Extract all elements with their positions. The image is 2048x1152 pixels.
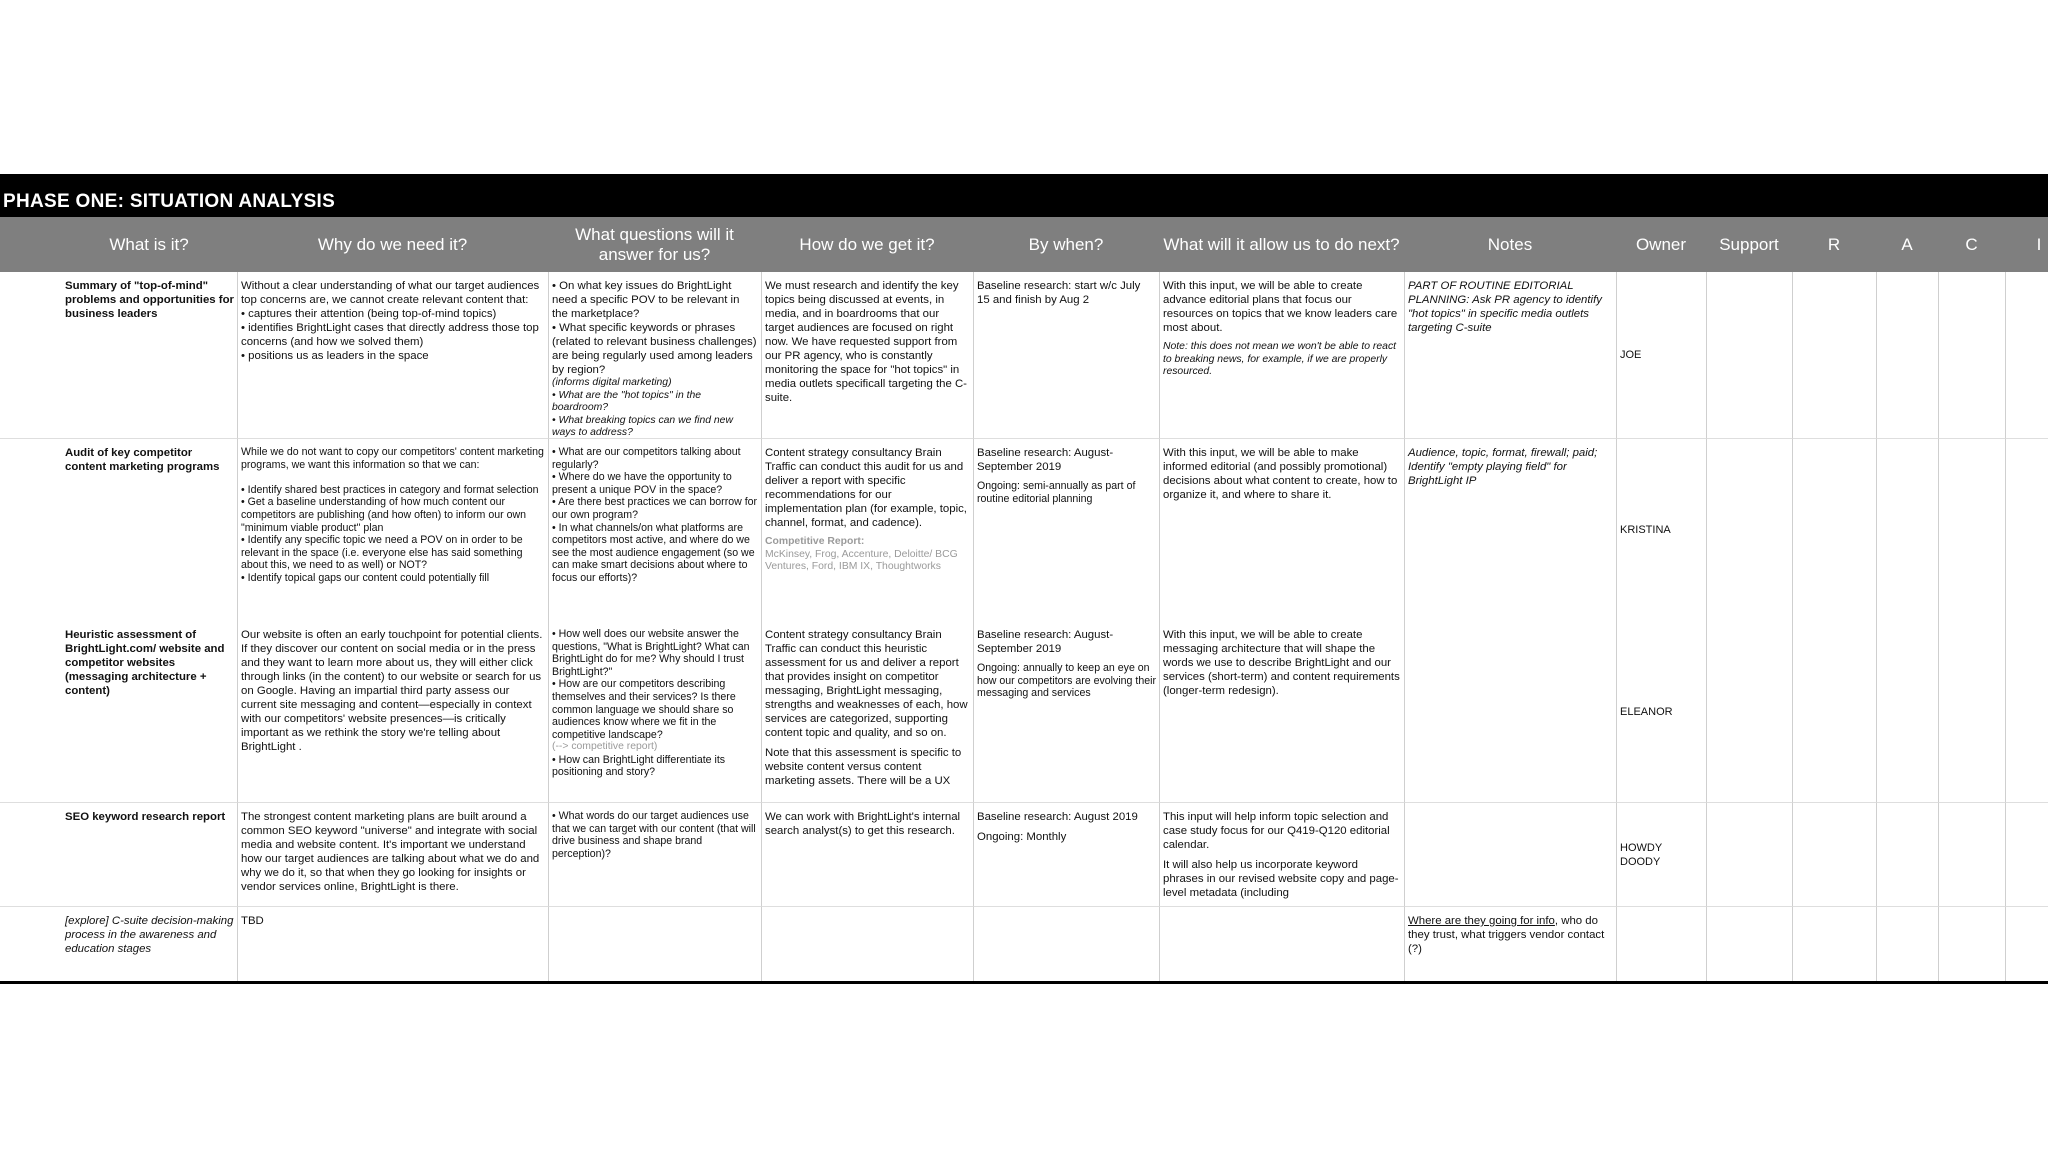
row-item-title: [explore] C-suite decision-making process in the awareness and education stages: [65, 915, 234, 955]
row-r: [1792, 621, 1876, 803]
row-how-report: [765, 536, 970, 574]
row-c: [1938, 907, 2005, 981]
row-item-title: Heuristic assessment of BrightLight.com/ website and competitor websites (messaging architecture + content): [61, 621, 237, 803]
header-a: A: [1901, 234, 1913, 254]
row-r: [1792, 272, 1876, 439]
row-notes-cell: [1404, 907, 1616, 981]
header-notes: Notes: [1487, 234, 1533, 254]
header-owner: Owner: [1635, 234, 1687, 254]
row-i: [2005, 621, 2048, 803]
header-support: Support: [1719, 234, 1779, 254]
row-why-cell: [237, 907, 548, 981]
row-a: [1876, 621, 1938, 803]
row-how-text: We must research and identify the key topics being discussed at events, in media, and in boardrooms that our target audiences are focused on right now. We have requested support from our PR agency, who is constantly monitoring the space for "hot topics" in media outlets specificall targeting the C-suite.: [765, 280, 967, 404]
row-how-cell: [761, 907, 973, 981]
row-when-cell: [973, 272, 1159, 439]
row-c: [1938, 621, 2005, 803]
row-support: [1706, 272, 1792, 439]
row-when-ongoing: Ongoing: annually to keep an eye on how our competitors are evolving their messaging and services: [977, 662, 1157, 700]
row-r: [1792, 907, 1876, 981]
header-gutter: [0, 217, 61, 272]
row-why-cell: [237, 803, 548, 907]
row-i: [2005, 803, 2048, 907]
row-item-title: Summary of "top-of-mind" problems and opportunities for business leaders: [61, 272, 237, 439]
sheet-title: PHASE ONE: SITUATION ANALYSIS: [0, 174, 2048, 217]
row-how-cell: [761, 272, 973, 439]
row-questions-tail: • How can BrightLight differentiate its positioning and story?: [552, 753, 726, 779]
row-when-cell: [973, 907, 1159, 981]
row-item-title: Audit of key competitor content marketing programs: [65, 447, 220, 473]
row-how-report-label: Competitive Report:: [765, 536, 865, 547]
row-notes-text: [1408, 914, 1613, 956]
row-gutter: [0, 907, 61, 981]
row-how-cell: [761, 803, 973, 907]
row-how-text: We can work with BrightLight's internal search analyst(s) to get this research.: [765, 811, 961, 837]
row-a: [1876, 907, 1938, 981]
row-questions-text: • How well does our website answer the questions, "What is BrightLight? What can BrightLight do for me? Why should I trust BrightLight?" • How are our competitors describing themselves and their services? Is there common language we should share so audiences know where we fit in the competitive landscape?: [552, 628, 750, 741]
row-questions-text: • What words do our target audiences use that we can target with our content (that will drive business and shape brand perception)?: [552, 810, 756, 860]
row-owner: [1616, 907, 1706, 981]
row-questions-cell: [548, 621, 761, 803]
row-how-text: Content strategy consultancy Brain Traffic can conduct this audit for us and deliver a report with specific recommendations for our implementation plan (for example, topic, channel, format, and cadence).: [765, 447, 967, 529]
row-why-cell: [237, 621, 548, 803]
row-when-text: Baseline research: August-September 2019: [977, 629, 1114, 655]
row-when-ongoing: Ongoing: semi-annually as part of routine editorial planning: [977, 480, 1136, 505]
header-how: How do we get it?: [799, 234, 935, 254]
row-how-note: Note that this assessment is specific to website content versus content marketing assets. There will be a UX: [765, 747, 962, 787]
header-next: What will it allow us to do next?: [1163, 234, 1400, 254]
row-why-text: The strongest content marketing plans are built around a common SEO keyword "universe" and integrate with social media and website content. It's important we understand how our target audiences are talking about what we do and why we do it, so that when they go looking for insights or vendor services online, BrightLight is there.: [241, 811, 540, 893]
row-when-text: Baseline research: August-September 2019: [977, 447, 1114, 473]
situation-table: [0, 272, 2048, 984]
row-why-text: Our website is often an early touchpoint for potential clients. If they discover our content on social media or in the press and they want to learn more about us, they will either click through links (in the content) to our website or search for us on Google. Having an impartial third party assess our current site messaging and content—especially in context with our competitors' website presences—is critically important as we rethink the story we're telling about BrightLight .: [241, 629, 543, 753]
header-c: C: [1965, 234, 1978, 254]
row-next-text: With this input, we will be able to create advance editorial plans that focus our resources on topics that we know leaders care most about.: [1163, 280, 1398, 334]
row-c: [1938, 803, 2005, 907]
row-questions-cell: [548, 803, 761, 907]
row-next-text: With this input, we will be able to create messaging architecture that will shape the words we use to describe BrightLight and our services (short-term) and content requirements (longer-term redesign).: [1163, 629, 1400, 697]
header-questions: What questions will it answer for us?: [575, 224, 734, 264]
row-questions-cell: [548, 272, 761, 439]
row-how-cell: [761, 439, 973, 621]
row-i: [2005, 272, 2048, 439]
row-next-cell: [1159, 907, 1404, 981]
row-support: [1706, 803, 1792, 907]
row-r: [1792, 803, 1876, 907]
row-next-text: This input will help inform topic selection and case study focus for our Q419-Q120 editorial calendar.: [1163, 811, 1390, 851]
row-questions-text: • On what key issues do BrightLight need a specific POV to be relevant in the marketplace? • What specific keywords or phrases (related to relevant business challenges) are being regularly used among leaders by region?: [552, 280, 757, 376]
row-support: [1706, 439, 1792, 621]
row-why-text: TBD: [241, 915, 264, 927]
row-notes-cell: [1404, 803, 1616, 907]
row-a: [1876, 272, 1938, 439]
row-how-report-list: McKinsey, Frog, Accenture, Deloitte/ BCG Ventures, Ford, IBM IX, Thoughtworks: [765, 548, 958, 572]
header-why: Why do we need it?: [317, 234, 468, 254]
header-when: By when?: [1028, 234, 1104, 254]
row-next-cell: [1159, 621, 1404, 803]
row-notes-cell: [1404, 439, 1616, 621]
row-c: [1938, 439, 2005, 621]
row-support: [1706, 907, 1792, 981]
row-owner: ELEANOR: [1616, 621, 1706, 803]
row-r: [1792, 439, 1876, 621]
row-when-cell: [973, 621, 1159, 803]
row-why-cell: [237, 272, 548, 439]
row-item-title: SEO keyword research report: [61, 803, 237, 907]
header-what: What is it?: [109, 234, 189, 254]
row-next-text: With this input, we will be able to make informed editorial (and possibly promotional) decisions about what content to create, how to organize it, and where to share it.: [1163, 447, 1398, 501]
row-next-cell: [1159, 803, 1404, 907]
header-i: I: [2036, 234, 2042, 254]
row-notes-cell: [1404, 621, 1616, 803]
row-why-text: Without a clear understanding of what our target audiences top concerns are, we cannot create relevant content that: • captures their attention (being top-of-mind topics) • identifies BrightLight cases that directly address those top concerns (and how we solved them) • positions us as leaders in the space: [241, 280, 540, 362]
row-gutter: [0, 803, 61, 907]
row-when-ongoing: Ongoing: Monthly: [977, 831, 1067, 843]
row-when-cell: [973, 803, 1159, 907]
row-why-cell: [237, 439, 548, 621]
row-next-cell: [1159, 439, 1404, 621]
row-questions-cell: [548, 907, 761, 981]
row-questions-cell: [548, 439, 761, 621]
row-how-cell: [761, 621, 973, 803]
row-questions-text: • What are our competitors talking about regularly? • Where do we have the opportunity to present a unique POV in the space? • Are there best practices we can borrow for our own program? • In what channels/on what platforms are competitors most active, and where do we see the most audience engagement (so we can make smart decisions about where to focus our efforts)?: [552, 446, 758, 584]
row-next-cell: [1159, 272, 1404, 439]
row-when-cell: [973, 439, 1159, 621]
row-how-text: Content strategy consultancy Brain Traffic can conduct this heuristic assessment for us and deliver a report that provides insight on competitor messaging, BrightLight messaging, strengths and weaknesses of each, how services are categorized, supporting content topic and quality, and so on.: [765, 629, 968, 739]
row-gutter: [0, 439, 61, 621]
row-why-text: While we do not want to copy our competitors' content marketing programs, we want this information so that we can: • Identify shared best practices in category and format selection • Get a baseline understanding of how much content our competitors are publishing (and how often) to inform our own "minimum viable product" plan • Identify any specific topic we need a POV on in order to be relevant in the space (i.e. everyone else has said something about this, we need to as well) or NOT? • Identify topical gaps our content could potentially fill: [241, 446, 544, 584]
header-r: R: [1827, 234, 1841, 254]
row-when-text: Baseline research: start w/c July 15 and finish by Aug 2: [977, 280, 1141, 306]
row-next-more: It will also help us incorporate keyword phrases in our revised website copy and page-level metadata (including: [1163, 859, 1399, 899]
row-a: [1876, 439, 1938, 621]
header-row: [0, 217, 2048, 272]
phase-one-sheet: [0, 174, 2048, 984]
row-when-text: Baseline research: August 2019: [977, 811, 1138, 823]
row-owner: JOE: [1616, 272, 1706, 439]
row-questions-italic: (informs digital marketing) • What are the "hot topics" in the boardroom? • What breaking topics can we find new ways to address?: [552, 377, 733, 438]
row-notes-link: Where are they going for info: [1408, 915, 1555, 927]
row-support: [1706, 621, 1792, 803]
row-owner: KRISTINA: [1616, 439, 1706, 621]
row-gutter: [0, 621, 61, 803]
row-a: [1876, 803, 1938, 907]
row-next-note: Note: this does not mean we won't be able to react to breaking news, for example, if we are properly resourced.: [1163, 341, 1397, 377]
row-notes-cell: [1404, 272, 1616, 439]
row-notes-text: PART OF ROUTINE EDITORIAL PLANNING: Ask PR agency to identify "hot topics" in specific media outlets targeting C-suite: [1408, 280, 1602, 334]
row-gutter: [0, 272, 61, 439]
row-c: [1938, 272, 2005, 439]
row-notes-text: Audience, topic, format, firewall; paid; Identify "empty playing field" for BrightLight IP: [1408, 447, 1598, 487]
row-i: [2005, 439, 2048, 621]
row-owner: HOWDY DOODY: [1616, 803, 1706, 907]
row-questions-grey: (--> competitive report): [552, 741, 658, 753]
row-i: [2005, 907, 2048, 981]
row-notes-rest: , who do they trust, what triggers vendor contact (?): [1408, 915, 1605, 955]
